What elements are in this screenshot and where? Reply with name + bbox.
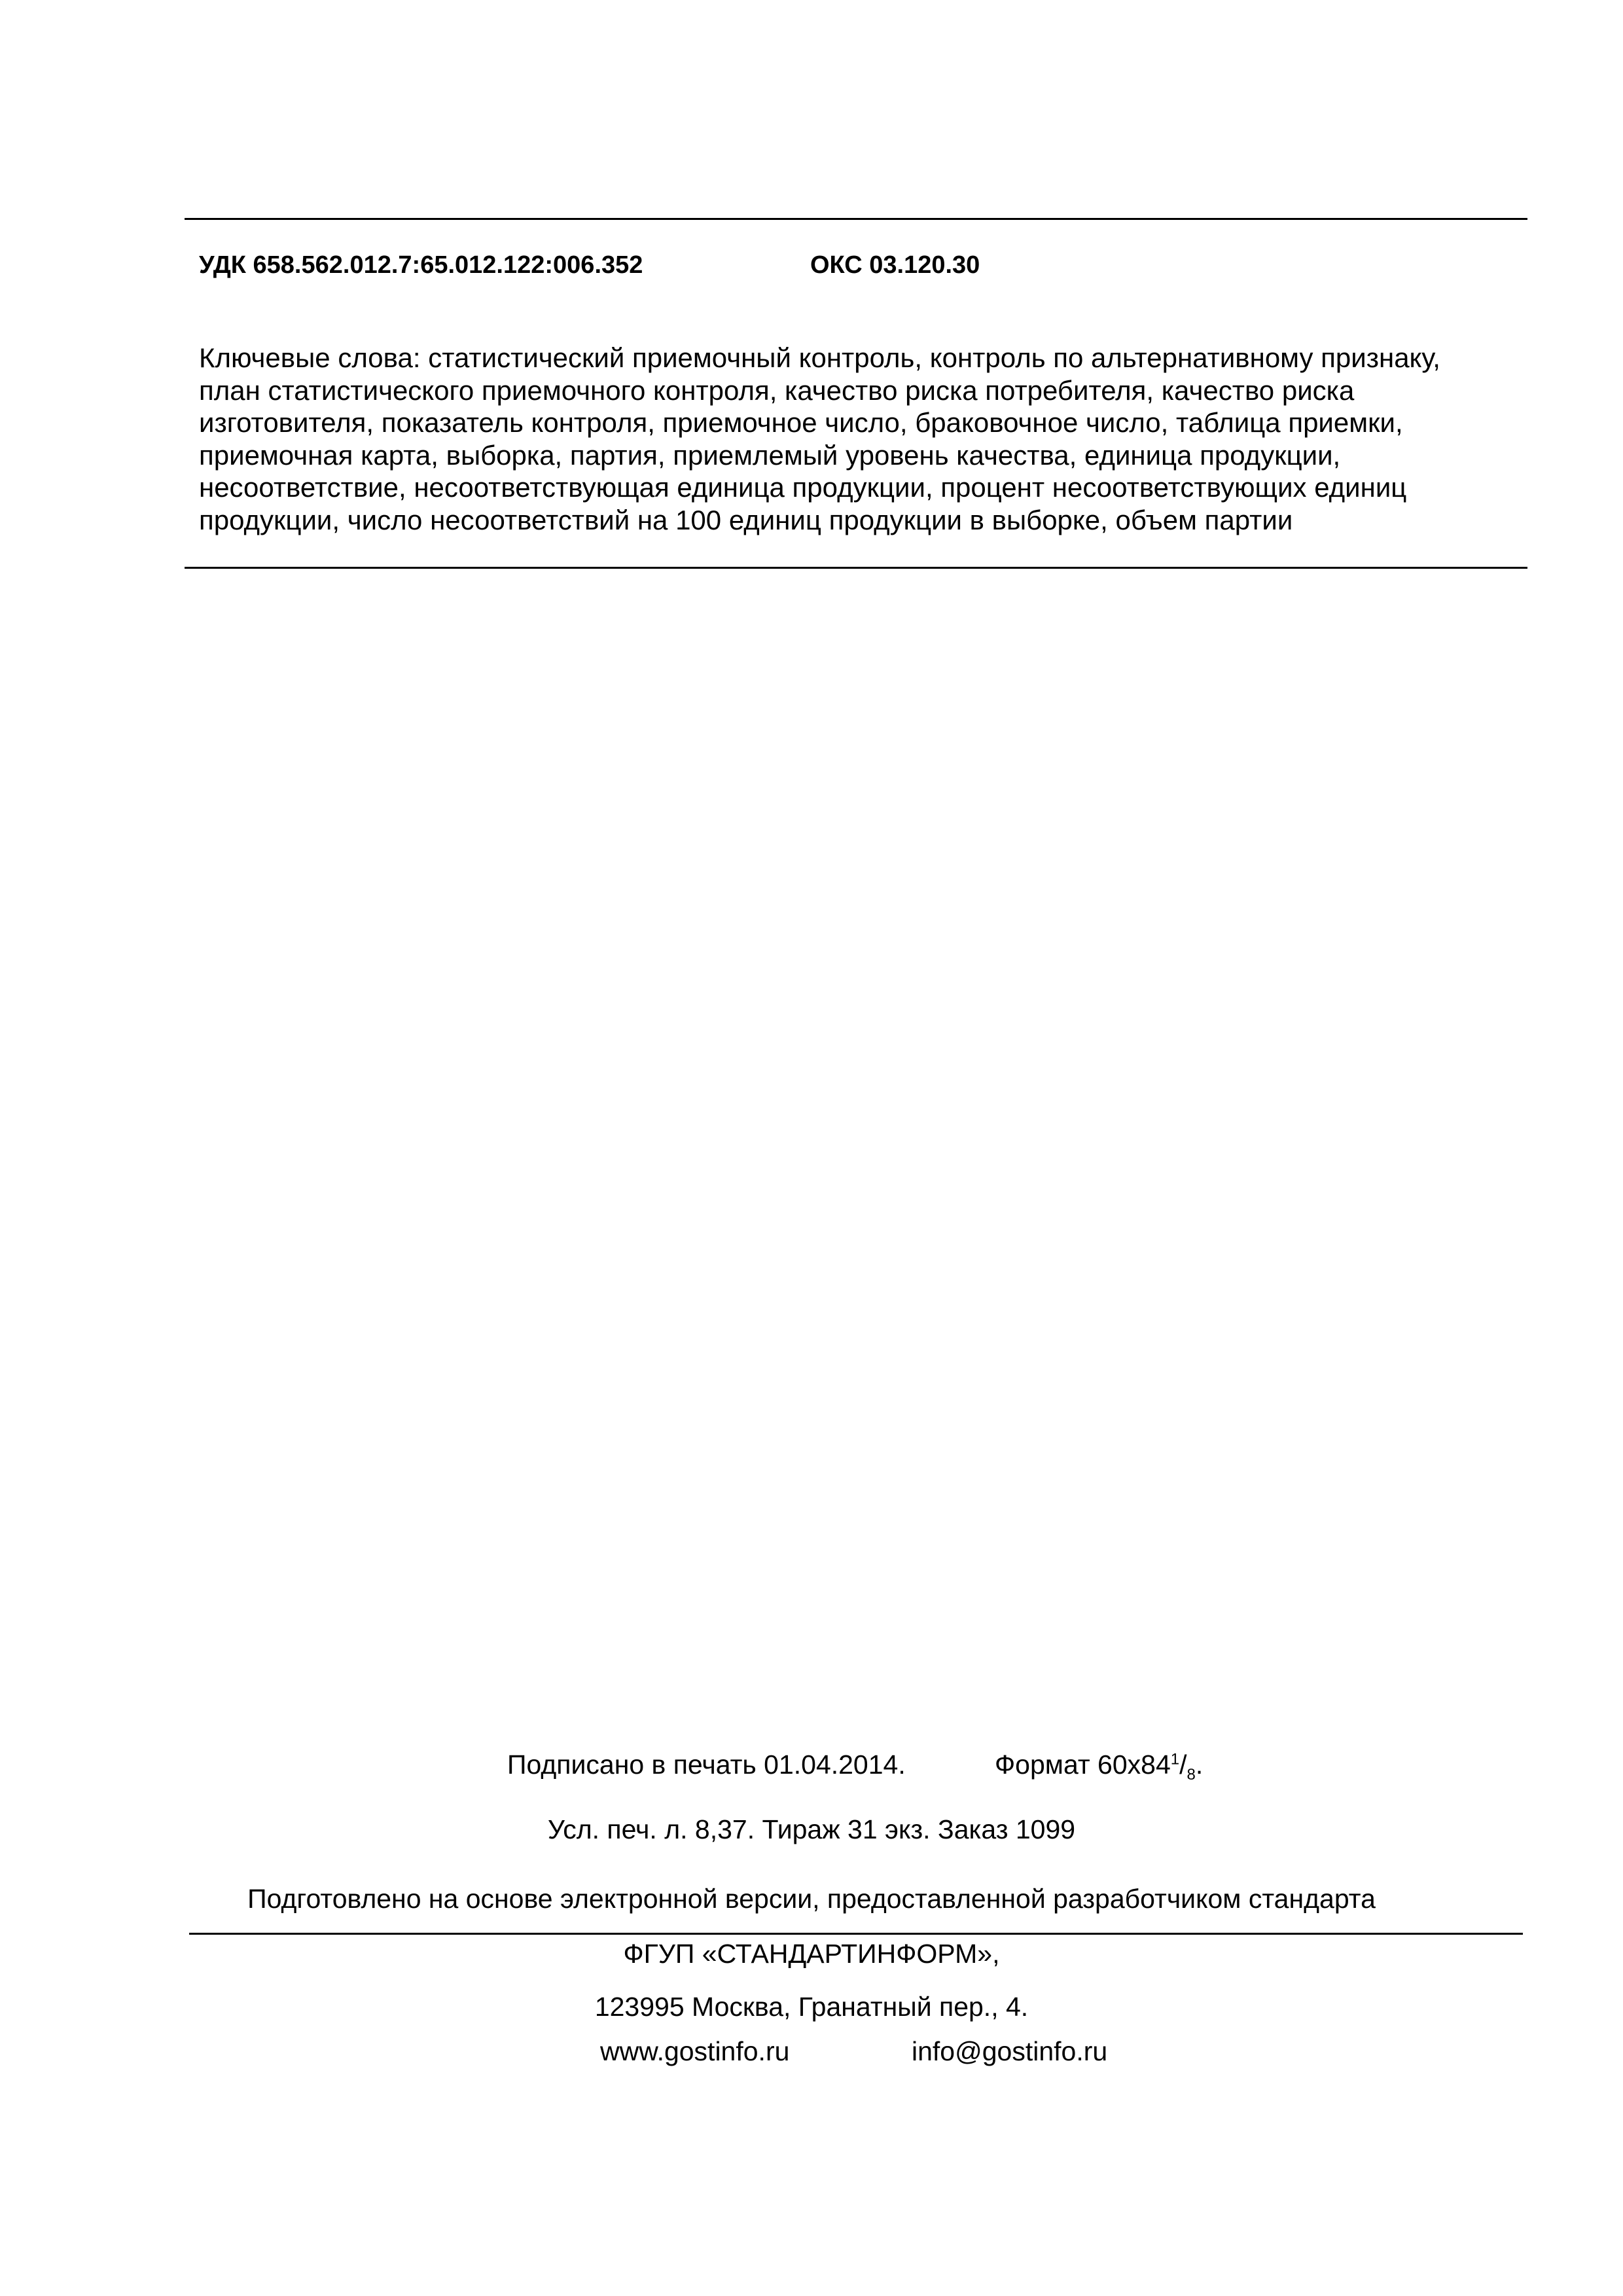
keywords-bottom-divider bbox=[185, 567, 1527, 569]
prepared-note: Подготовлено на основе электронной версии, предоставленной разработчиком стандарта bbox=[247, 1884, 1376, 1914]
email-link[interactable]: info@gostinfo.ru bbox=[912, 2036, 1108, 2066]
signed-date: Подписано в печать 01.04.2014. bbox=[507, 1749, 906, 1780]
website-link[interactable]: www.gostinfo.ru bbox=[600, 2036, 790, 2066]
keywords-line: план статистического приемочного контроля, качество риска потребителя, качество риска bbox=[199, 374, 1355, 406]
keywords-line: продукции, число несоответствий на 100 единиц продукции в выборке, объем партии bbox=[199, 504, 1293, 535]
print-info: Усл. печ. л. 8,37. Тираж 31 экз. Заказ 1099 bbox=[547, 1814, 1076, 1844]
publisher-divider bbox=[189, 1933, 1523, 1935]
format-numerator: 1 bbox=[1170, 1750, 1180, 1768]
format-end: . bbox=[1195, 1749, 1204, 1780]
keywords-line: изготовителя, показатель контроля, приемочное число, браковочное число, таблица приемки, bbox=[199, 407, 1403, 438]
keywords-block bbox=[199, 342, 1440, 536]
format-denominator: 8 bbox=[1186, 1766, 1196, 1784]
keywords-line: несоответствие, несоответствующая единица продукции, процент несоответствующих единиц bbox=[199, 472, 1407, 503]
udk-code: УДК 658.562.012.7:65.012.122:006.352 bbox=[199, 251, 643, 279]
format-label: Формат 60х84 bbox=[995, 1749, 1171, 1780]
format-info: Формат $60х84^1/_8$. bbox=[995, 1749, 1204, 1784]
publisher-address: 123995 Москва, Гранатный пер., 4. bbox=[594, 1992, 1029, 2022]
keywords-line: Ключевые слова: статистический приемочный контроль, контроль по альтернативному признаку, bbox=[199, 342, 1440, 373]
oks-code: ОКС 03.120.30 bbox=[810, 251, 980, 279]
keywords-line: приемочная карта, выборка, партия, приемлемый уровень качества, единица продукции, bbox=[199, 439, 1341, 471]
top-divider bbox=[185, 218, 1527, 220]
publisher-name: ФГУП «СТАНДАРТИНФОРМ», bbox=[623, 1939, 1000, 1969]
